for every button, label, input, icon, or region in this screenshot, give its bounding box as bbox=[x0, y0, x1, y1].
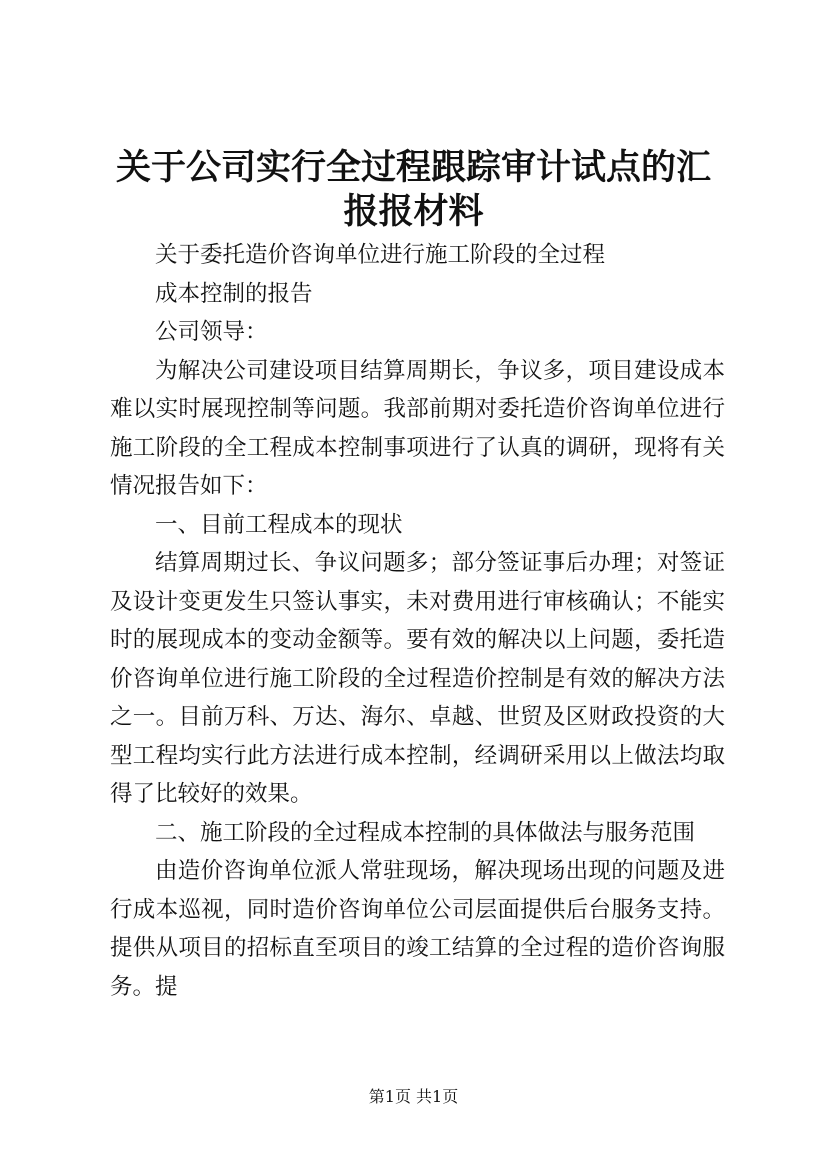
section-heading-2: 二、施工阶段的全过程成本控制的具体做法与服务范围 bbox=[155, 819, 696, 846]
subject-line-2: 成本控制的报告 bbox=[155, 280, 313, 307]
section-1-paragraph: 结算周期过长、争议问题多；部分签证事后办理；对签证及设计变更发生只签认事实，未对费用进行审核确认；不能实时的展现成本的变动金额等。要有效的解决以上问题，委托造价咨询单位进行施工阶段的全过程造价控制是有效的解决方法之一。目前万科、万达、海尔、卓越、世贸及区财政投资的大型工程均实行此方法进行成本控制，经调研采用以上做法均取得了比较好的效果。 bbox=[110, 550, 725, 807]
salutation: 公司领导： bbox=[155, 319, 268, 345]
page-footer: 第1页 共1页 bbox=[368, 1087, 459, 1106]
section-2-paragraph: 由造价咨询单位派人常驻现场，解决现场出现的问题及进行成本巡视，同时造价咨询单位公司层面提供后台服务支持。提供从项目的招标直至项目的竣工结算的全过程的造价咨询服务。提 bbox=[110, 858, 725, 1000]
document-body bbox=[110, 236, 725, 1006]
section-heading-1: 一、目前工程成本的现状 bbox=[155, 511, 403, 538]
subject-line-1: 关于委托造价咨询单位进行施工阶段的全过程 bbox=[155, 242, 606, 268]
document-title: 关于公司实行全过程跟踪审计试点的汇报报材料 bbox=[115, 147, 711, 232]
intro-paragraph: 为解决公司建设项目结算周期长，争议多，项目建设成本难以实时展现控制等问题。我部前期对委托造价咨询单位进行施工阶段的全工程成本控制事项进行了认真的调研，现将有关情况报告如下： bbox=[110, 357, 725, 499]
